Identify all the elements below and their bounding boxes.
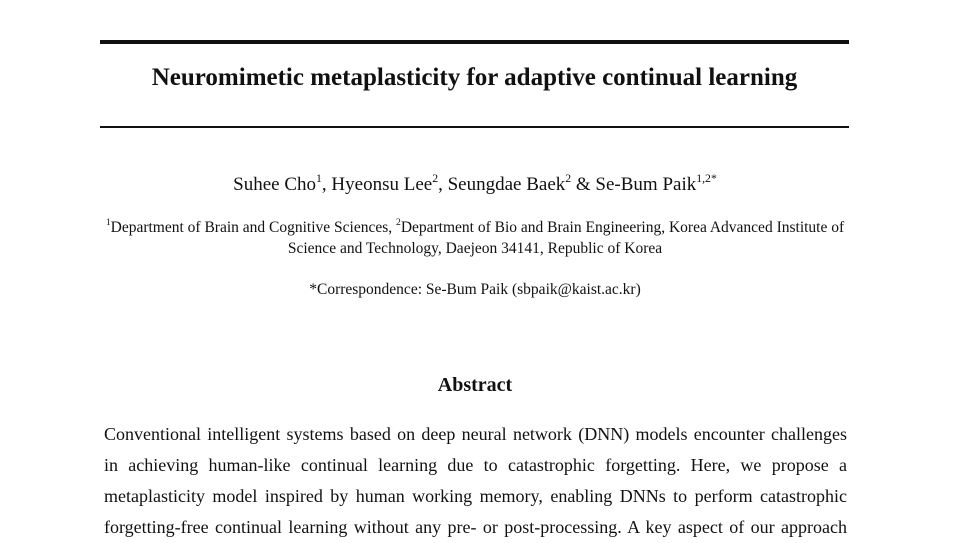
abstract-line <box>104 450 847 481</box>
author-affiliation-mark: 1,2* <box>696 172 717 186</box>
affiliation-mark: 2 <box>396 217 401 229</box>
abstract-heading: Abstract <box>437 374 513 396</box>
author-separator: , <box>438 174 448 195</box>
paper-title: Neuromimetic metaplasticity for adaptive continual learning <box>151 64 798 91</box>
affiliation-2: Department of Bio and Brain Engineering, Korea Advanced Institute of Science and Technology, Daejeon 34141, Republic of Korea <box>287 219 845 257</box>
title-rule <box>100 126 849 128</box>
author-name: Hyeonsu Lee <box>331 174 433 195</box>
abstract-line-text: in achieving human-like continual learning due to catastrophic forgetting. Here, we propose a <box>104 455 847 475</box>
affiliation-1: Department of Brain and Cognitive Sciences, <box>110 219 397 236</box>
abstract-line-text: metaplasticity model inspired by human working memory, enabling DNNs to perform catastrophic <box>104 486 847 506</box>
author-affiliation-mark: 1 <box>316 172 322 186</box>
author-list <box>100 172 850 198</box>
abstract-body <box>104 419 847 543</box>
abstract-line-text: forgetting-free continual learning without any pre- or post-processing. A key aspect of our approach <box>104 517 847 537</box>
author-name: Se-Bum Paik <box>595 174 697 195</box>
abstract-line <box>104 419 847 450</box>
abstract-line-text: Conventional intelligent systems based on deep neural network (DNN) models encounter challenges <box>104 424 847 444</box>
affiliations <box>100 217 850 259</box>
affiliation-mark: 1 <box>105 217 111 229</box>
author-separator: , <box>321 174 332 195</box>
author-affiliation-mark: 2 <box>565 172 572 186</box>
abstract-line <box>104 512 847 543</box>
author-separator: & <box>571 174 596 195</box>
abstract-line <box>104 481 847 512</box>
top-rule <box>100 40 849 44</box>
correspondence: *Correspondence: Se-Bum Paik (sbpaik@kaist.ac.kr) <box>309 281 641 298</box>
author-affiliation-mark: 2 <box>432 172 439 186</box>
author-name: Seungdae Baek <box>447 174 566 195</box>
author-name: Suhee Cho <box>233 174 317 195</box>
